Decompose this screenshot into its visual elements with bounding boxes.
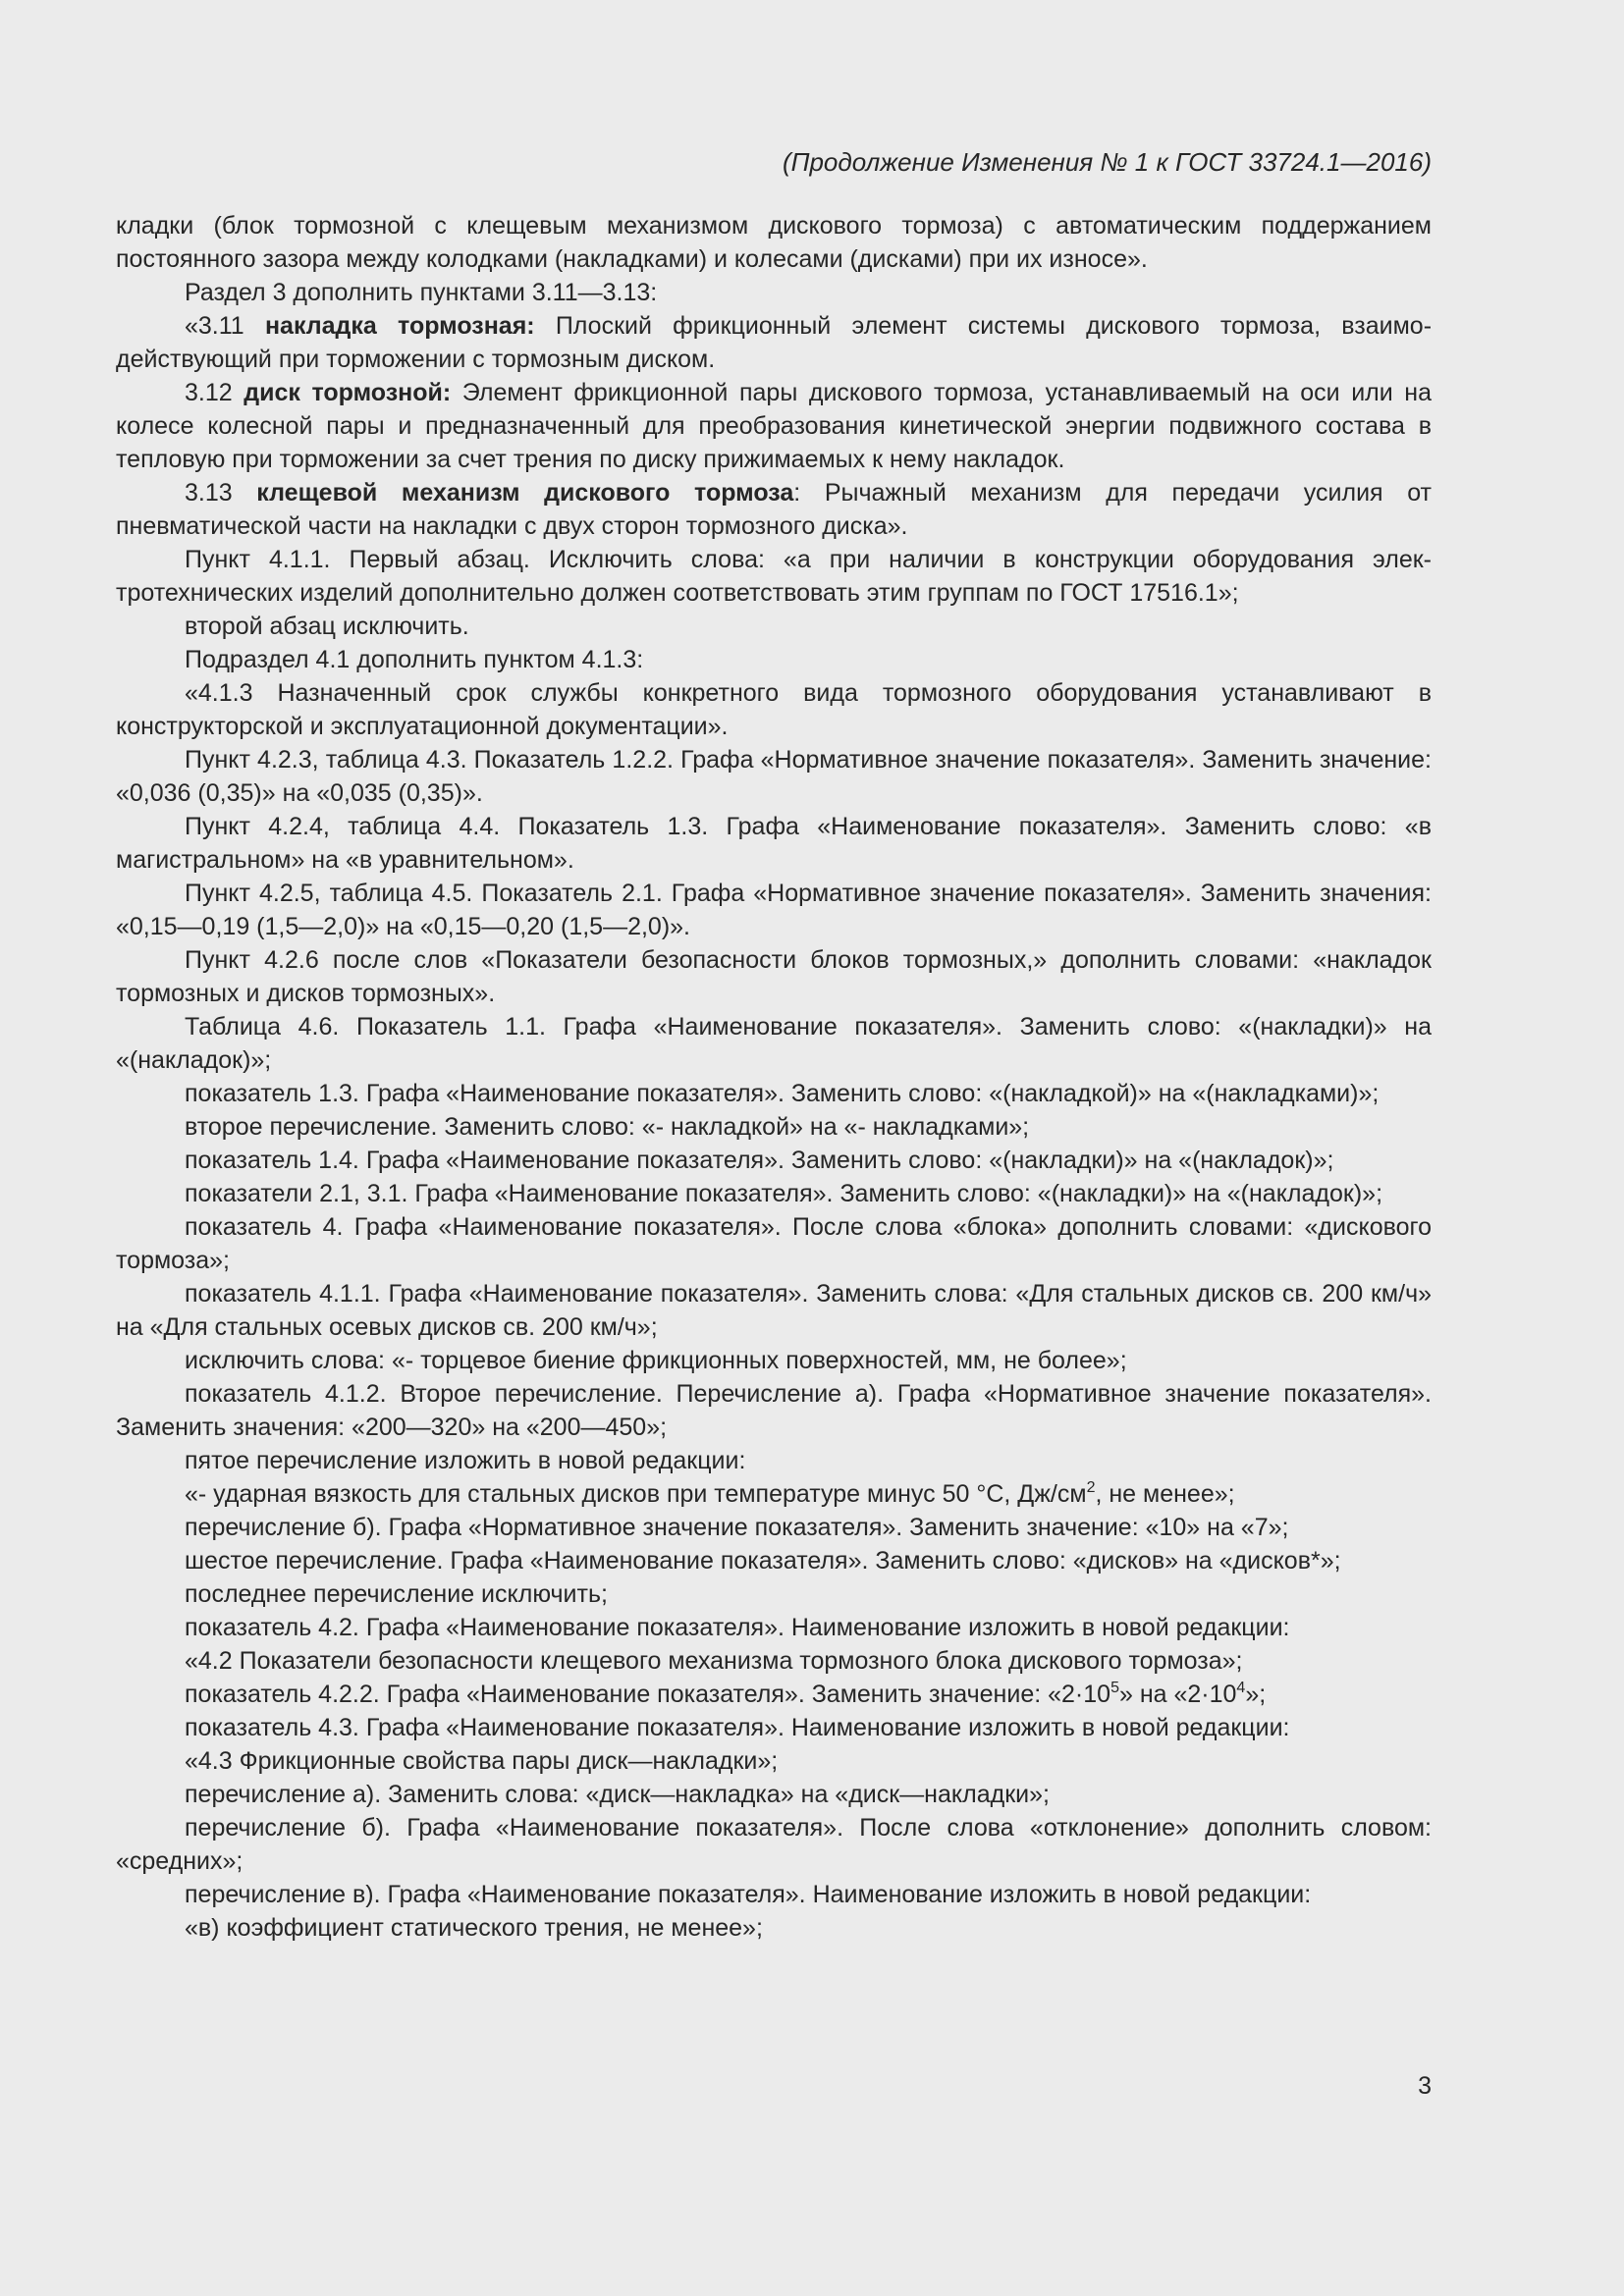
text-run: перечисление а). Заменить слова: «диск—накладка» на «диск—накладки»; xyxy=(185,1781,1050,1808)
paragraph xyxy=(116,1477,1432,1511)
text-run: второе перечисление. Заменить слово: «- накладкой» на «- накладками»; xyxy=(185,1113,1030,1141)
paragraph xyxy=(116,476,1432,543)
text-run: «4.2 Показатели безопасности клещевого механизма тормозного блока дискового тормоза»; xyxy=(185,1647,1243,1675)
text-run: показатель 4. Графа «Наименование показателя». После слова «блока» дополнить словами: «дискового тормоза»; xyxy=(116,1213,1432,1274)
text-run: Таблица 4.6. Показатель 1.1. Графа «Наименование показателя». Заменить слово: «(накладки)» на «(накладок)»; xyxy=(116,1013,1432,1074)
text-run: показатель 4.2. Графа «Наименование показателя». Наименование изложить в новой редакции: xyxy=(185,1614,1290,1641)
paragraph xyxy=(116,1277,1432,1344)
paragraph xyxy=(116,676,1432,743)
paragraph xyxy=(116,1678,1432,1711)
paragraph xyxy=(116,1110,1432,1144)
text-run: «в) коэффициент статического трения, не менее»; xyxy=(185,1914,763,1942)
text-run: Подраздел 4.1 дополнить пунктом 4.1.3: xyxy=(185,646,644,673)
text-run: перечисление б). Графа «Наименование показателя». После слова «отклонение» дополнить словом: «средних»; xyxy=(116,1814,1432,1875)
text-run: показатель 4.1.1. Графа «Наименование показателя». Заменить слова: «Для стальных дисков св. 200 км/ч» на «Для стальных осевых дисков св. 200 км/ч»; xyxy=(116,1280,1432,1341)
text-run: пятое перечисление изложить в новой редакции: xyxy=(185,1447,746,1474)
text-run: показатель 1.4. Графа «Наименование показателя». Заменить слово: «(накладки)» на «(накладок)»; xyxy=(185,1147,1334,1174)
text-run: «4.3 Фрикционные свойства пары диск—накладки»; xyxy=(185,1747,779,1775)
paragraph xyxy=(116,543,1432,610)
text-run: : Рычажный механизм для передачи усилия от пневматической части на накладки с двух сторон тормозного диска». xyxy=(116,479,1433,540)
paragraph xyxy=(116,1611,1432,1644)
document-body xyxy=(116,209,1432,1945)
paragraph xyxy=(116,1878,1432,1911)
paragraph xyxy=(116,1644,1432,1678)
paragraph xyxy=(116,1177,1432,1210)
paragraph xyxy=(116,610,1432,643)
paragraph xyxy=(116,1077,1432,1110)
text-run: «4.1.3 Назначенный срок службы конкретного вида тормозного оборудования устанавливают в конструкторской и эксплуатационной документации». xyxy=(116,679,1432,740)
text-run: Раздел 3 дополнить пунктами 3.11—3.13: xyxy=(185,279,658,306)
text-run: Пункт 4.2.4, таблица 4.4. Показатель 1.3. Графа «Наименование показателя». Заменить слово: «в магистральном» на «в уравнительном». xyxy=(116,813,1432,874)
text-run: показатели 2.1, 3.1. Графа «Наименование показателя». Заменить слово: «(накладки)» на «(накладок)»; xyxy=(185,1180,1383,1207)
paragraph xyxy=(116,1444,1432,1477)
text-run: исключить слова: «- торцевое биение фрикционных поверхностей, мм, не более»; xyxy=(185,1347,1127,1374)
text-run: , не менее»; xyxy=(1095,1480,1235,1508)
paragraph xyxy=(116,943,1432,1010)
paragraph xyxy=(116,1144,1432,1177)
paragraph xyxy=(116,1778,1432,1811)
paragraph xyxy=(116,276,1432,309)
term-bold: диск тормозной: xyxy=(244,379,452,406)
text-run: показатель 4.2.2. Графа «Наименование показателя». Заменить значение: «2·10 xyxy=(185,1681,1111,1708)
text-run: Элемент фрикционной пары дискового тормоза, устанавливаемый на оси или на колесе колесной пары и предназначенный для преобразования кинетической энергии подвижного состава в тепловую при торможении за счет трения по диску прижимаемых к нему накладок. xyxy=(116,379,1433,473)
text-run: показатель 4.3. Графа «Наименование показателя». Наименование изложить в новой редакции: xyxy=(185,1714,1290,1741)
paragraph xyxy=(116,1210,1432,1277)
paragraph xyxy=(116,1911,1432,1945)
paragraph xyxy=(116,1544,1432,1577)
text-run: Пункт 4.2.3, таблица 4.3. Показатель 1.2.2. Графа «Нормативное значение показателя». Заменить значение: «0,036 (0,35)» на «0,035 (0,35)». xyxy=(116,746,1432,807)
text-run: второй абзац исключить. xyxy=(185,613,469,640)
term-bold: клещевой механизм дискового тормоза xyxy=(256,479,794,507)
text-run: последнее перечисление исключить; xyxy=(185,1580,608,1608)
text-run: » на «2·10 xyxy=(1118,1681,1237,1708)
text-run: шестое перечисление. Графа «Наименование показателя». Заменить слово: «дисков» на «дисков*»; xyxy=(185,1547,1341,1575)
paragraph xyxy=(116,376,1432,476)
text-run: Пункт 4.1.1. Первый абзац. Исключить слова: «а при наличии в конструкции оборудования электротехнических изделий дополнительно должен соответствовать этим группам по ГОСТ 17516.1»; xyxy=(116,546,1432,607)
superscript: 2 xyxy=(1086,1479,1096,1496)
text-run: 3.13 xyxy=(185,479,257,507)
paragraph xyxy=(116,1811,1432,1878)
paragraph xyxy=(116,1744,1432,1778)
paragraph xyxy=(116,1577,1432,1611)
paragraph xyxy=(116,1511,1432,1544)
paragraph xyxy=(116,1344,1432,1377)
paragraph xyxy=(116,1711,1432,1744)
text-run: Пункт 4.2.5, таблица 4.5. Показатель 2.1. Графа «Нормативное значение показателя». Заменить значения: «0,15—0,19 (1,5—2,0)» на «0,15—0,20 (1,5—2,0)». xyxy=(116,880,1432,940)
text-run: «- ударная вязкость для стальных дисков при температуре минус 50 °С, Дж/см xyxy=(185,1480,1087,1508)
text-run: «3.11 xyxy=(185,312,265,340)
text-run: Плоский фрикционный элемент системы дискового тормоза, взаимодействующий при торможении с тормозным диском. xyxy=(116,312,1433,373)
paragraph xyxy=(116,209,1432,276)
term-bold: накладка тормозная: xyxy=(264,312,535,340)
text-run: кладки (блок тормозной с клещевым механизмом дискового тормоза) с автоматическим поддержанием постоянного зазора между колодками (накладками) и колесами (дисками) при их износе». xyxy=(116,212,1432,273)
text-run: показатель 4.1.2. Второе перечисление. Перечисление а). Графа «Нормативное значение показателя». Заменить значения: «200—320» на «200—450»; xyxy=(116,1380,1432,1441)
text-run: Пункт 4.2.6 после слов «Показатели безопасности блоков тормозных,» дополнить словами: «накладок тормозных и дисков тормозных». xyxy=(116,946,1432,1007)
paragraph xyxy=(116,643,1432,676)
paragraph xyxy=(116,810,1432,877)
text-run: показатель 1.3. Графа «Наименование показателя». Заменить слово: «(накладкой)» на «(накладками)»; xyxy=(185,1080,1380,1107)
paragraph xyxy=(116,309,1432,376)
text-run: »; xyxy=(1245,1681,1267,1708)
running-header: (Продолжение Изменения № 1 к ГОСТ 33724.1—2016) xyxy=(782,147,1432,177)
superscript: 5 xyxy=(1110,1680,1119,1696)
superscript: 4 xyxy=(1236,1680,1246,1696)
text-run: 3.12 xyxy=(185,379,244,406)
paragraph xyxy=(116,743,1432,810)
paragraph xyxy=(116,1377,1432,1444)
text-run: перечисление б). Графа «Нормативное значение показателя». Заменить значение: «10» на «7»; xyxy=(185,1514,1289,1541)
text-run: перечисление в). Графа «Наименование показателя». Наименование изложить в новой редакции: xyxy=(185,1881,1312,1908)
page-number: 3 xyxy=(1418,2072,1432,2100)
paragraph xyxy=(116,877,1432,943)
paragraph xyxy=(116,1010,1432,1077)
